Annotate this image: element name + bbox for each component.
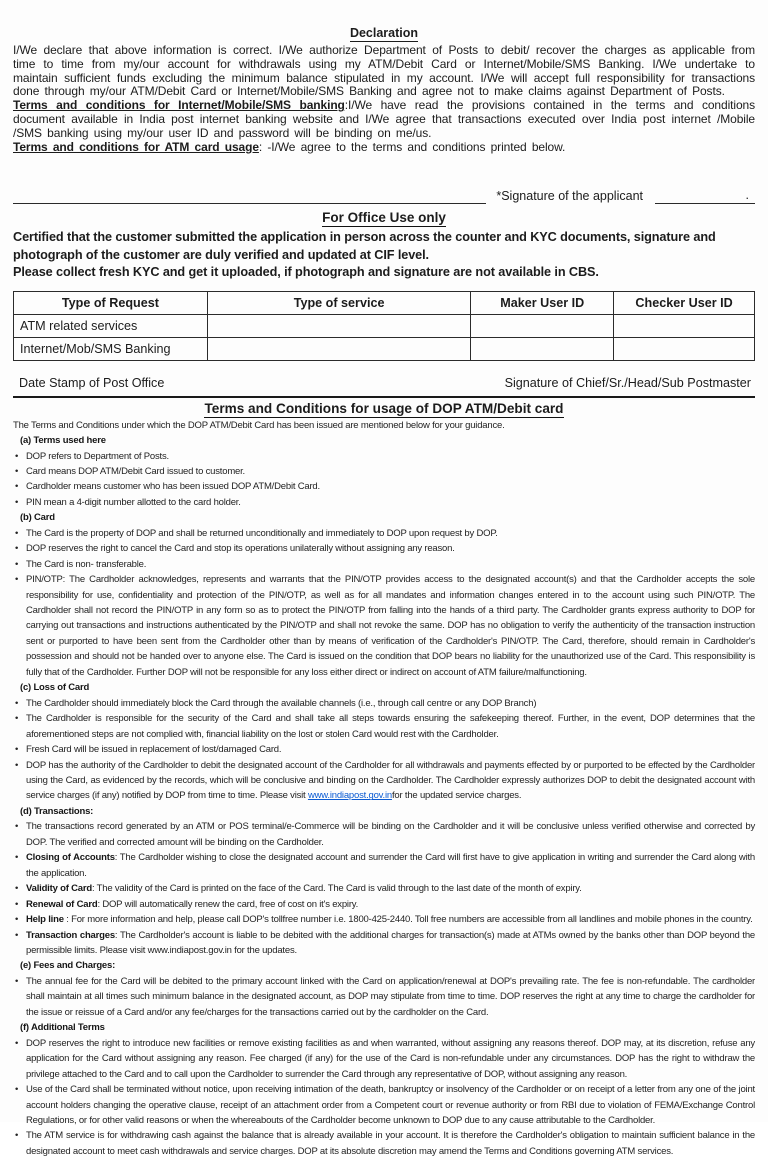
terms-item bbox=[13, 464, 755, 479]
terms-bullet-lead: Renewal of Card bbox=[26, 898, 98, 910]
office-use-title: For Office Use only bbox=[322, 210, 446, 226]
table-cell-checker-id bbox=[614, 314, 755, 337]
terms-item bbox=[13, 742, 755, 757]
declaration-paragraph: I/We declare that above information is correct. I/We authorize Department of Posts to debit/ recover the charges as applicable from time to time from my/our account for withdrawals using my ATM/Debit Card or Internet/Mobile/SMS Banking. I/We undertake to maintain sufficient funds excluding the minimum balance stipulated in my account. I/We will accept full responsibility for transactions done through my/our ATM/Debit Card or Internet/Mobile/SMS Banking and agree not to make claims against Department of Posts. bbox=[13, 43, 755, 99]
terms-item bbox=[13, 526, 755, 541]
internet-banking-terms bbox=[13, 99, 755, 140]
terms-item bbox=[13, 541, 755, 556]
table-row bbox=[14, 337, 755, 360]
indiapost-link[interactable]: www.indiapost.gov.in bbox=[307, 790, 392, 802]
atm-usage-terms-label: Terms and conditions for ATM card usage bbox=[13, 139, 259, 154]
terms-bullet-text: DOP has the authority of the Cardholder to debit the designated account of the Cardholder for all withdrawals and payments effected by or purported to be effected by the Cardholder using the Card, as evidenced by the records, which will be conclusive and binding on the Cardholder. The Cardholder expressly authorizes DOP to debit the designated account with service charges (if any) notified by DOP from time to time. Please visit bbox=[26, 759, 755, 802]
terms-section-heading: (b) Card bbox=[20, 512, 55, 524]
table-cell-checker-id bbox=[614, 337, 755, 360]
terms-section-heading: (a) Terms used here bbox=[20, 435, 106, 447]
terms-bullet-text: Cardholder means customer who has been issued DOP ATM/Debit Card. bbox=[26, 481, 320, 493]
terms-bullet-text: DOP reserves the right to introduce new facilities or remove existing facilities as and when warranted, without assigning any reasons thereof. DOP may, at its discretion, refuse any application for the Card without assigning any reason. Fee charged (if any) for the use of the Card is non-refundable under any circumstances. DOP has the right to withdraw the privilege attached to the Card and to call upon the Cardholder to surrender the Card through any representative of DOP, without assigning any reason. bbox=[26, 1037, 755, 1080]
table-cell-request-type: Internet/Mob/SMS Banking bbox=[14, 337, 208, 360]
terms-item bbox=[13, 819, 755, 850]
terms-item bbox=[13, 495, 755, 510]
terms-item bbox=[13, 557, 755, 572]
terms-bullet-text: The annual fee for the Card will be debited to the primary account linked with the Card on application/renewal at DOP's prevailing rate. The fee is non-refundable. The cardholder shall maintain at all times such minimum balance in the designated account, as DOP may stipulate from time to time. DOP reserves the right at any time to charge the cardholder for the issue or reissue of a Card and/or any fee/charges for the transactions carried out by the cardholder on the Card. bbox=[26, 975, 755, 1018]
table-cell-request-type: ATM related services bbox=[14, 314, 208, 337]
atm-usage-terms-text: : -I/We agree to the terms and conditions printed below. bbox=[258, 139, 566, 154]
signature-label: *Signature of the applicant bbox=[496, 189, 643, 204]
terms-item bbox=[13, 433, 755, 448]
terms-item bbox=[13, 958, 755, 973]
terms-section-heading: (d) Transactions: bbox=[20, 805, 94, 817]
table-header-checker-user-id: Checker User ID bbox=[614, 291, 755, 314]
table-row bbox=[14, 314, 755, 337]
terms-bullet-text: The Cardholder should immediately block the Card through the available channels (i.e., through call centre or any DOP Branch) bbox=[26, 697, 537, 709]
request-table bbox=[13, 291, 755, 361]
terms-bullet-text: DOP reserves the right to cancel the Card and stop its operations unilaterally without assigning any reason. bbox=[26, 543, 455, 555]
postmaster-signature-label: Signature of Chief/Sr./Head/Sub Postmaster bbox=[504, 375, 751, 390]
terms-bullet-text: : The Cardholder's account is liable to be debited with the additional charges for transaction(s) made at ATMs owned by the banks other than DOP beyond the permissible limits. Please visit www.indiapost.gov.in for the updates. bbox=[26, 929, 755, 956]
terms-title: Terms and Conditions for usage of DOP ATM/Debit card bbox=[204, 400, 564, 416]
terms-item bbox=[13, 1036, 755, 1082]
table-header-row bbox=[14, 291, 755, 314]
table-header-type-of-request: Type of Request bbox=[14, 291, 208, 314]
table-cell-service-type bbox=[207, 314, 471, 337]
terms-bullet-text: The ATM service is for withdrawing cash against the balance that is already available in your account. It is therefore the Cardholder's obligation to maintain sufficient balance in the designated account to meet cash withdrawals and service charges. DOP at its absolute discretion may amend the Terms and Conditions governing ATM services. bbox=[26, 1130, 755, 1157]
terms-item bbox=[13, 479, 755, 494]
terms-bullet-lead: Help line bbox=[26, 914, 64, 926]
terms-section-heading: (e) Fees and Charges: bbox=[20, 960, 116, 972]
terms-item bbox=[13, 711, 755, 742]
terms-bullet-text: : The Cardholder wishing to close the designated account and surrender the Card will first have to give application in writing and surrender the Card along with the application. bbox=[26, 852, 755, 879]
declaration-title: Declaration bbox=[349, 26, 419, 40]
terms-bullet-text: DOP refers to Department of Posts. bbox=[26, 450, 169, 462]
terms-item bbox=[13, 912, 755, 927]
table-cell-maker-id bbox=[471, 314, 614, 337]
terms-bullet-lead: Closing of Accounts bbox=[26, 852, 115, 864]
applicant-signature-row bbox=[13, 188, 755, 204]
terms-bullet-text: Fresh Card will be issued in replacement of lost/damaged Card. bbox=[26, 744, 282, 756]
terms-item bbox=[13, 928, 755, 959]
terms-item bbox=[13, 881, 755, 896]
terms-bullet-text: : DOP will automatically renew the card, free of cost on it's expiry. bbox=[97, 898, 359, 910]
terms-bullet-text: : The validity of the Card is printed on the face of the Card. The Card is valid through to the last date of the month of expiry. bbox=[91, 883, 582, 895]
internet-banking-terms-text: :I/We have read the provisions contained in the terms and conditions document available in India post internet banking website and I/We agree that transactions executed over India post internet /Mobile /SMS banking using my/our user ID and password will be binding on me/us. bbox=[13, 98, 755, 140]
terms-item bbox=[13, 449, 755, 464]
terms-section-heading: (f) Additional Terms bbox=[20, 1022, 105, 1034]
internet-banking-terms-label: Terms and conditions for Internet/Mobile/SMS banking bbox=[13, 98, 345, 113]
terms-bullet-text: The Cardholder is responsible for the security of the Card and shall take all steps towards ensuring the safekeeping thereof. Further, in the event, DOP determines that the aforementioned steps are not complied with, financial liability on the lost or stolen Card would rest with the Cardholder. bbox=[26, 713, 755, 740]
terms-bullet-lead: Transaction charges bbox=[26, 929, 115, 941]
terms-bullet-text: Use of the Card shall be terminated without notice, upon receiving intimation of the death, bankruptcy or insolvency of the Cardholder or on receipt of a letter from any one of the joint account holders changing the operative clause, receipt of an attachment order from a Competent court or revenue authority or from RBI due to violation of FEMA/Exchange Control Regulations, or for other valid reasons or when the whereabouts of the Cardholder become unknown to DOP due to any cause attributable to the Cardholder. bbox=[26, 1084, 755, 1126]
terms-item bbox=[13, 974, 755, 1020]
terms-bullet-lead: Validity of Card bbox=[26, 883, 92, 895]
terms-item bbox=[13, 897, 755, 912]
terms-item bbox=[13, 804, 755, 819]
terms-bullet-text: PIN/OTP: The Cardholder acknowledges, represents and warrants that the PIN/OTP provides access to the designated account(s) and that the Cardholder accepts the sole responsibility for use, confidentiality and protection of the PIN/OTP, as well as for all mandates and information changes entered in to the account using such PIN/OTP. The Cardholder shall not record the PIN/OTP in any form so as to protect the PIN/OTP from falling into the hands of a third party. The Cardholder grants express authority to DOP for carrying out transactions and instructions authenticated by the PIN/OTP and shall not revoke the same. DOP has no obligation to verify the authenticity of the transaction instruction sent or purported to have been sent from the Cardholder other than by means of verification of the Cardholder's PIN/OTP. The Card, therefore, should remain in Cardholder's possession and should not be handed over to anyone else. The Card is issued on the condition that DOP bears no liability for the unauthorized use of the Card. This responsibility is fully that of the Cardholder. Further DOP will not be responsible for any loss either direct or indirect on account of ATM failure/malfunctioning. bbox=[26, 574, 755, 678]
terms-item bbox=[13, 758, 755, 804]
terms-bullet-text: Card means DOP ATM/Debit Card issued to customer. bbox=[26, 465, 245, 477]
terms-item bbox=[13, 572, 755, 680]
signature-line bbox=[13, 189, 486, 204]
table-header-type-of-service: Type of service bbox=[207, 291, 471, 314]
terms-item bbox=[13, 1020, 755, 1035]
terms-item bbox=[13, 1082, 755, 1128]
terms-item bbox=[13, 510, 755, 525]
stamp-signature-row bbox=[13, 376, 755, 398]
terms-bullet-text: The Card is non- transferable. bbox=[26, 558, 147, 570]
kyc-note: Please collect fresh KYC and get it uploaded, if photograph and signature are not available in CBS. bbox=[13, 265, 599, 280]
table-header-maker-user-id: Maker User ID bbox=[471, 291, 614, 314]
terms-bullet-text: The Card is the property of DOP and shall be returned unconditionally and immediately to DOP upon request by DOP. bbox=[26, 527, 498, 539]
terms-item bbox=[13, 850, 755, 881]
terms-bullet-tail: for the updated service charges. bbox=[391, 790, 522, 802]
terms-item bbox=[13, 680, 755, 695]
terms-item bbox=[13, 1128, 755, 1159]
terms-intro: The Terms and Conditions under which the DOP ATM/Debit Card has been issued are mentioned below for your guidance. bbox=[13, 419, 505, 431]
date-stamp-label: Date Stamp of Post Office bbox=[19, 375, 165, 390]
table-cell-service-type bbox=[207, 337, 471, 360]
certified-text: Certified that the customer submitted the application in person across the counter and KYC documents, signature and photograph of the customer are duly verified and updated at CIF level. bbox=[13, 230, 716, 262]
terms-bullet-text: PIN mean a 4-digit number allotted to the card holder. bbox=[26, 496, 241, 508]
atm-usage-terms bbox=[13, 141, 755, 155]
signature-date-line: . bbox=[655, 188, 755, 204]
terms-list bbox=[13, 433, 755, 1159]
terms-section-heading: (c) Loss of Card bbox=[20, 682, 90, 694]
terms-item bbox=[13, 696, 755, 711]
terms-bullet-text: The transactions record generated by an ATM or POS terminal/e-Commerce will be binding on the Cardholder and it will be conclusive unless verified otherwise and corrected by DOP. The verified and corrected amount will be binding on the Cardholder. bbox=[26, 821, 755, 848]
terms-bullet-text: : For more information and help, please call DOP's tollfree number i.e. 1800-425-2440. Toll free numbers are accessible from all landlines and mobile phones in the country. bbox=[63, 914, 753, 926]
table-cell-maker-id bbox=[471, 337, 614, 360]
